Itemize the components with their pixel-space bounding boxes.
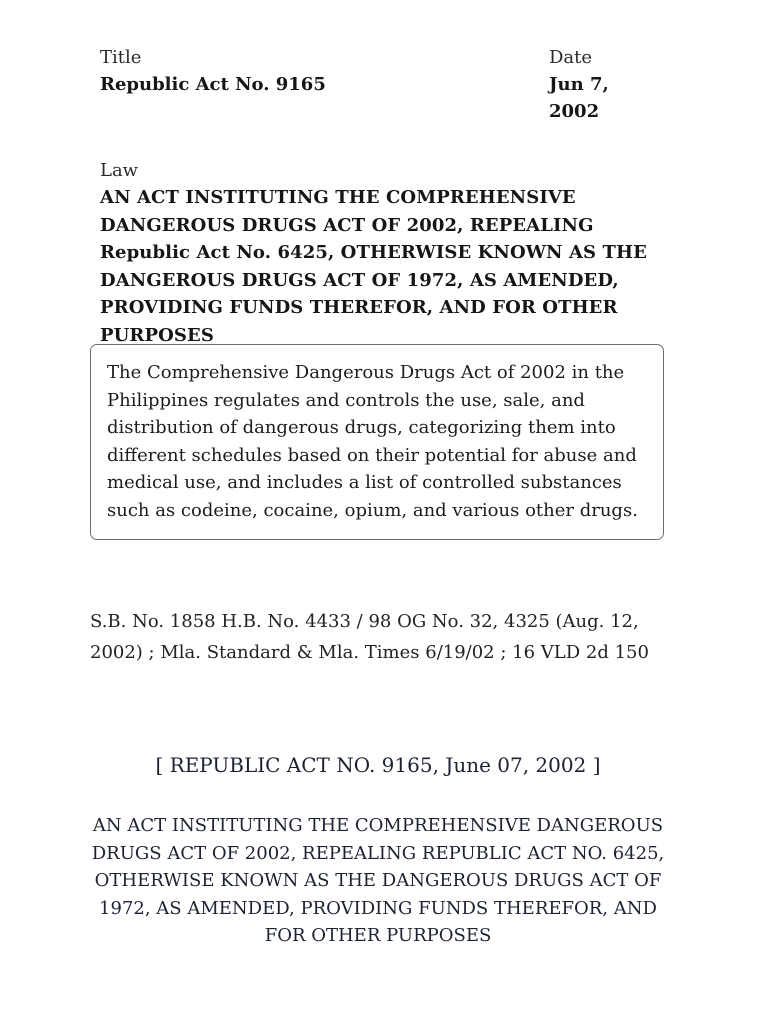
citation-text: S.B. No. 1858 H.B. No. 4433 / 98 OG No. 32, 4325 (Aug. 12, 2002) ; Mla. Standard & Mla. Times 6/19/02 ; 16 VLD 2d 150 bbox=[90, 611, 649, 663]
metadata-row bbox=[100, 44, 680, 125]
summary-text: The Comprehensive Dangerous Drugs Act of 2002 in the Philippines regulates and controls the use, sale, and distribution of dangerous drugs, categorizing them into different schedules based on their potential for abuse and medical use, and includes a list of controlled substances such as codeine, cocaine, opium, and various other drugs. bbox=[107, 362, 638, 521]
title-value: Republic Act No. 9165 bbox=[100, 74, 326, 95]
title-label: Title bbox=[100, 47, 142, 68]
date-label: Date bbox=[549, 47, 593, 68]
summary-box bbox=[90, 344, 664, 540]
date-value: Jun 7, 2002 bbox=[549, 74, 609, 122]
law-label: Law bbox=[100, 160, 139, 181]
act-heading: [ REPUBLIC ACT NO. 9165, June 07, 2002 ] bbox=[155, 753, 601, 777]
law-field bbox=[100, 157, 680, 349]
title-field bbox=[100, 44, 549, 125]
date-field bbox=[549, 44, 649, 125]
act-title: AN ACT INSTITUTING THE COMPREHENSIVE DANGEROUS DRUGS ACT OF 2002, REPEALING REPUBLIC ACT NO. 6425, OTHERWISE KNOWN AS THE DANGEROUS DRUGS ACT OF 1972, AS AMENDED, PROVIDING FUNDS THEREFOR, AND FOR OTHER PURPOSES bbox=[91, 815, 665, 947]
law-value: AN ACT INSTITUTING THE COMPREHENSIVE DANGEROUS DRUGS ACT OF 2002, REPEALING Republic Act No. 6425, OTHERWISE KNOWN AS THE DANGEROUS DRUGS ACT OF 1972, AS AMENDED, PROVIDING FUNDS THEREFOR, AND FOR OTHER PURPOSES bbox=[100, 187, 647, 346]
